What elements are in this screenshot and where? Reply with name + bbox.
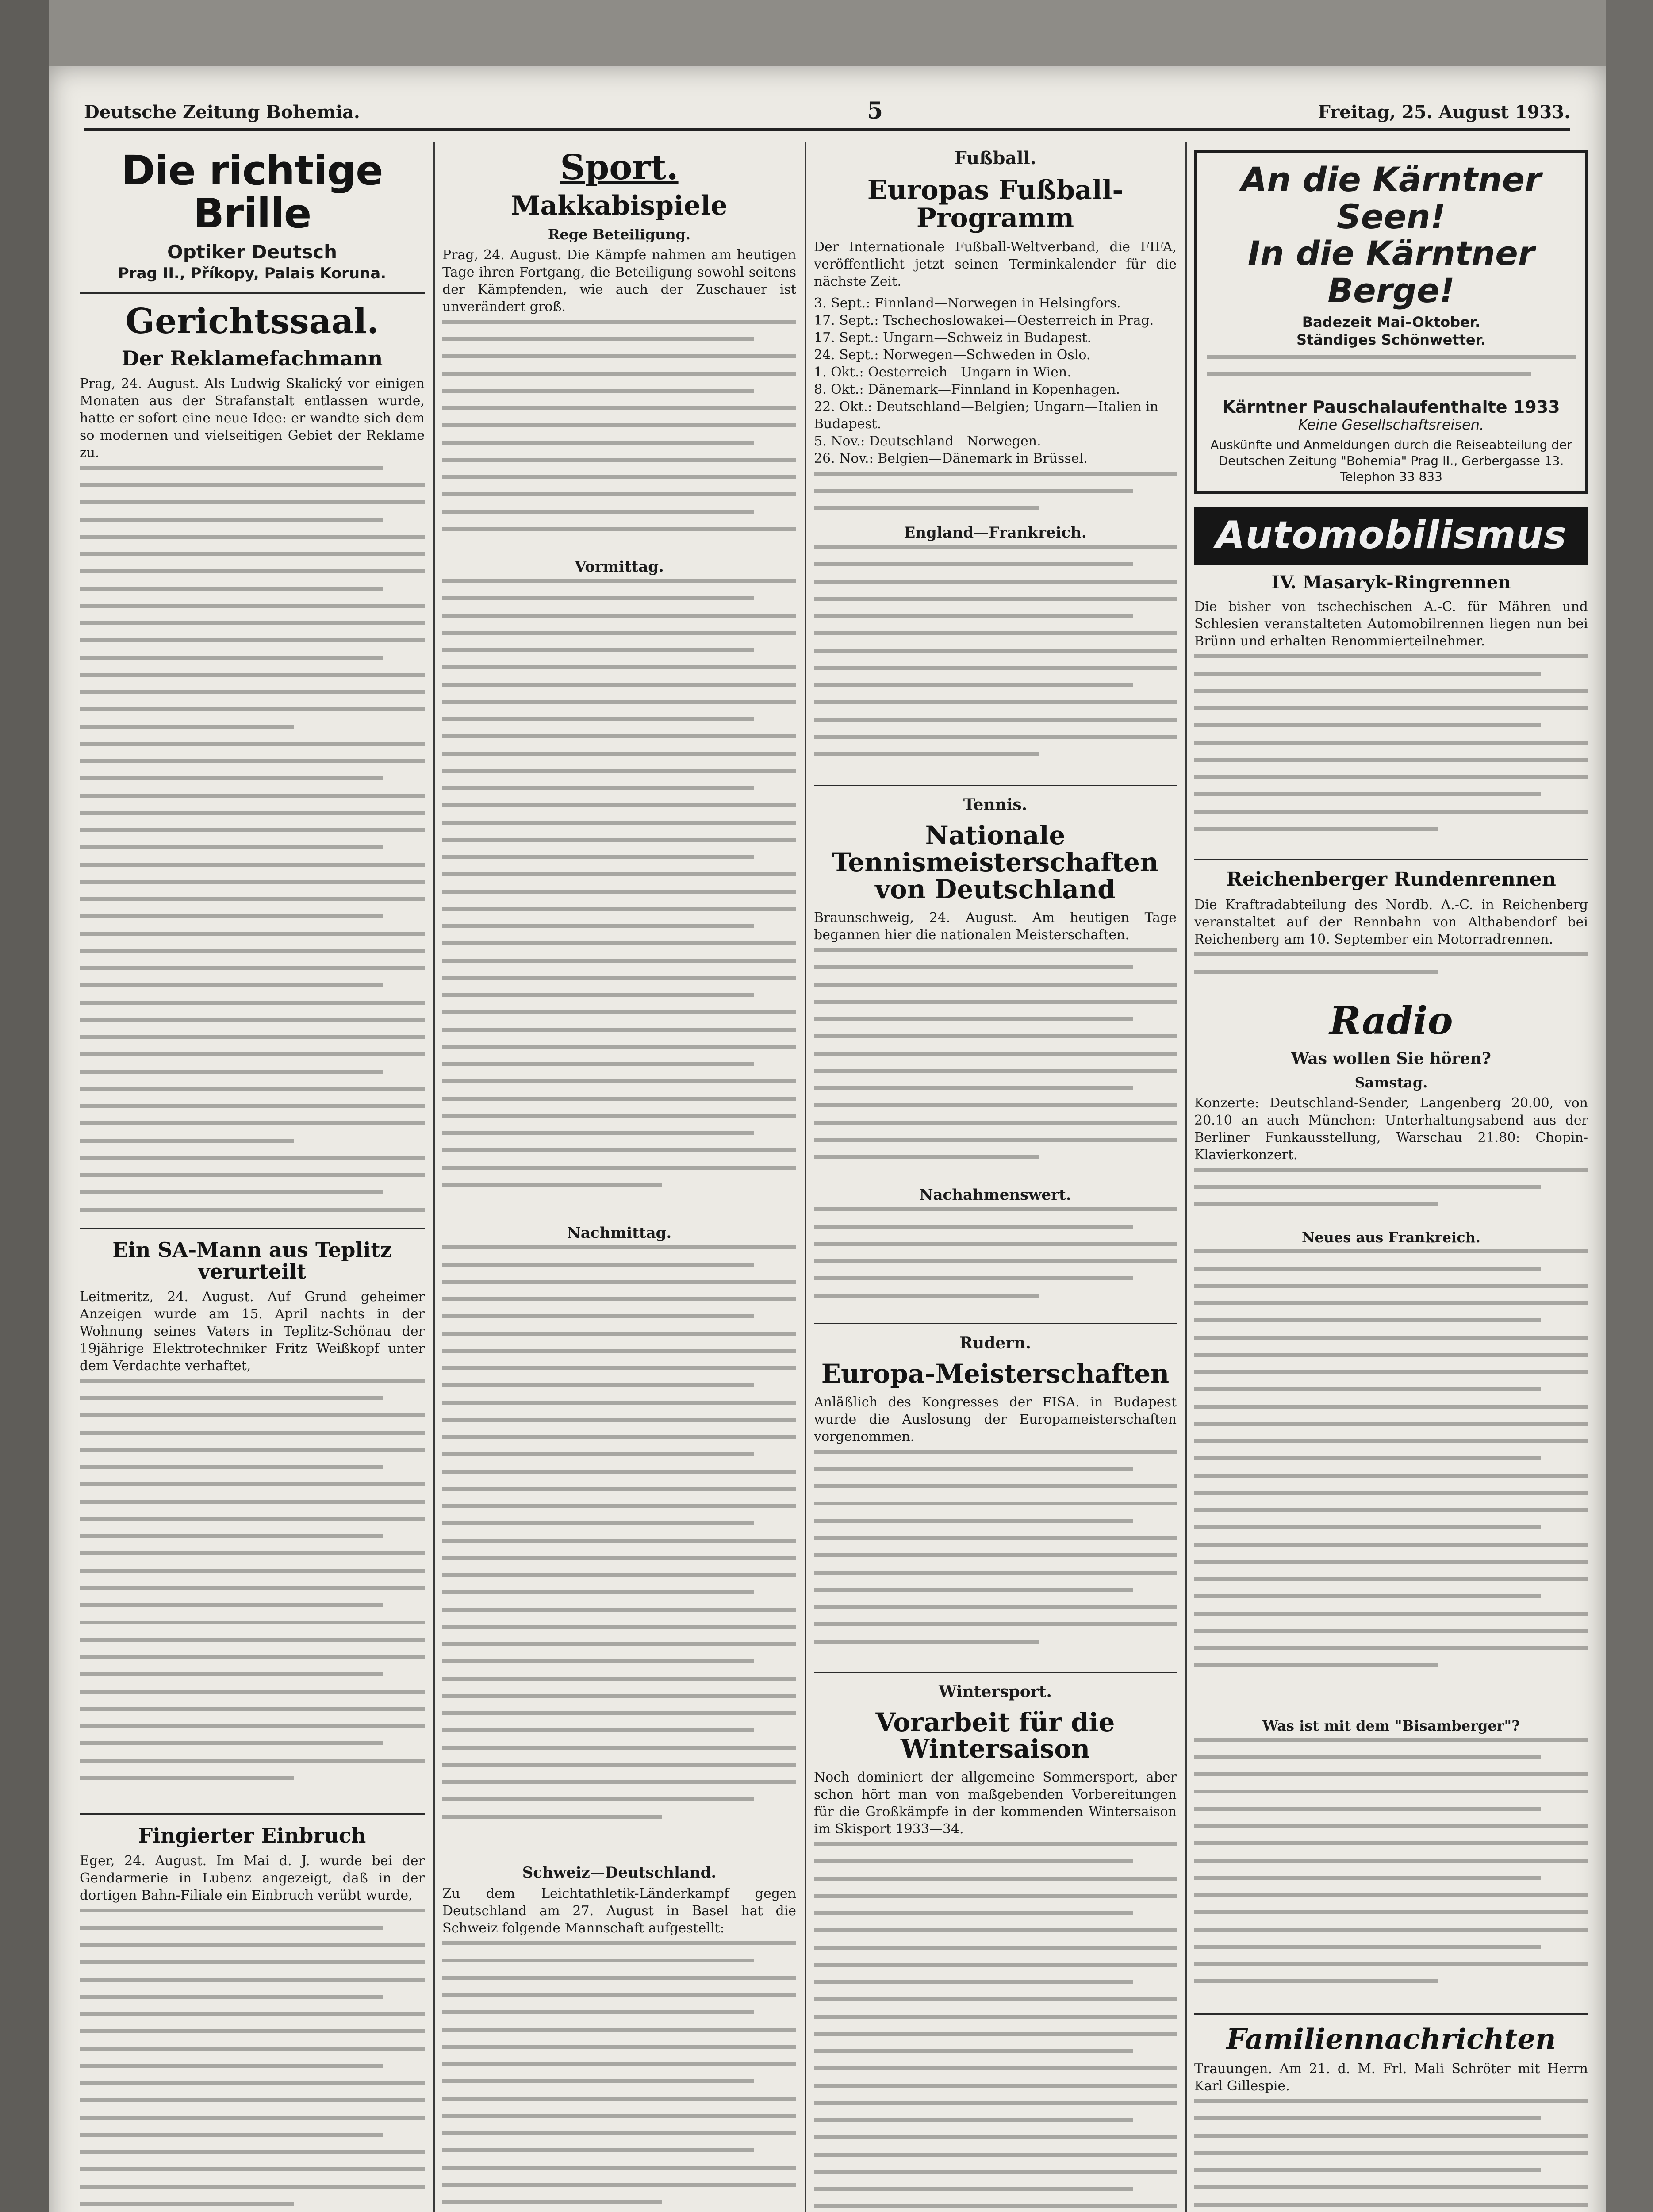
- article-body: [442, 1941, 796, 2212]
- article-title: Der Reklamefachmann: [121, 346, 383, 371]
- article-lead: Konzerte: Deutschland-Sender, Langenberg 20.00, von 20.10 an auch München: Unterhaltungsabend aus der Berliner Funkausstellung, Warschau 21.80: Chopin-Klavierkonzert.: [1194, 1095, 1588, 1163]
- article-body: [442, 320, 796, 550]
- divider: [814, 1323, 1177, 1324]
- ad-headline: In die Kärntner Berge!: [1247, 234, 1535, 310]
- column-divider: [1185, 142, 1187, 2212]
- section-banner-motoring: Automobilismus: [1194, 507, 1588, 565]
- divider: [814, 785, 1177, 786]
- article-lead: Die Kraftradabteilung des Nordb. A.-C. in Reichenberg veranstaltet auf der Rennbahn von Althabendorf bei Reichenberg am 10. September ein Motorradrennen.: [1194, 897, 1588, 947]
- subheading: Samstag.: [1354, 1074, 1428, 1091]
- ad-company: Optiker Deutsch: [167, 241, 337, 263]
- article-body: [814, 1207, 1177, 1313]
- article-body: [1194, 2099, 1588, 2212]
- fixture: 26. Nov.: Belgien—Dänemark in Brüssel.: [814, 451, 1088, 466]
- divider: [80, 1813, 425, 1815]
- article-title: Makkabispiele: [511, 190, 728, 221]
- subheading: Was wollen Sie hören?: [1291, 1049, 1491, 1068]
- newspaper-page: [49, 66, 1606, 2212]
- ad-text: Kärntner Pauschalaufenthalte 1933: [1222, 397, 1560, 417]
- article-lead: Braunschweig, 24. August. Am heutigen Tage begannen hier die nationalen Meisterschaften.: [814, 910, 1177, 943]
- article-lead: Zu dem Leichtathletik-Länderkampf gegen Deutschland am 27. August in Basel hat die Schweiz folgende Mannschaft aufgestellt:: [442, 1886, 796, 1936]
- article-body: [80, 1379, 425, 1804]
- article-title: Europa-Meisterschaften: [821, 1358, 1170, 1389]
- article-lead: Noch dominiert der allgemeine Sommersport, aber schon hört man von maßgebenden Vorbereitungen für die Großkämpfe in der kommenden Wintersaison im Skisport 1933—34.: [814, 1770, 1177, 1837]
- scan-right-margin: [1606, 0, 1653, 2212]
- header-date: Freitag, 25. August 1933.: [1318, 102, 1570, 123]
- article-body: [442, 1245, 796, 1856]
- article-title: Vorarbeit für die Wintersaison: [875, 1707, 1115, 1764]
- section-label-rowing: Rudern.: [959, 1333, 1031, 1352]
- fixture: 17. Sept.: Tschechoslowakei—Oesterreich in Prag.: [814, 313, 1154, 328]
- ad-text: Keine Gesellschaftsreisen.: [1298, 416, 1484, 434]
- fixture: 22. Okt.: Deutschland—Belgien; Ungarn—Italien in Budapest.: [814, 399, 1158, 432]
- column-divider: [805, 142, 806, 2212]
- section-title-court: Gerichtssaal.: [125, 301, 379, 342]
- article-title: Ein SA-Mann aus Teplitz verurteilt: [112, 1238, 392, 1283]
- running-header: [84, 97, 1570, 131]
- column-4: [1194, 142, 1588, 2212]
- article-lead: Prag, 24. August. Die Kämpfe nahmen am heutigen Tage ihren Fortgang, die Beteiligung sowohl seitens der Kämpfenden, wie auch der Zuschauer ist unverändert groß.: [442, 247, 796, 315]
- article-title: Fingierter Einbruch: [138, 1823, 366, 1847]
- subheading: Was ist mit dem "Bisamberger"?: [1262, 1717, 1520, 1734]
- subheading: Schweiz—Deutschland.: [522, 1863, 717, 1882]
- article-lead: Prag, 24. August. Als Ludwig Skalický vor einigen Monaten aus der Strafanstalt entlassen wurde, hatte er sofort eine neue Idee: er wandte sich dem so modernen und vielseitigen Gebiet der Reklame zu.: [80, 376, 425, 461]
- divider: [1194, 2013, 1588, 2015]
- fixture: 8. Okt.: Dänemark—Finnland in Kopenhagen.: [814, 382, 1120, 397]
- article-body: [1194, 952, 1588, 988]
- article-body: [814, 472, 1177, 516]
- fixture: 5. Nov.: Deutschland—Norwegen.: [814, 434, 1041, 449]
- subheading: Nachahmenswert.: [919, 1186, 1071, 1204]
- fixture: 3. Sept.: Finnland—Norwegen in Helsingfors.: [814, 296, 1121, 311]
- article-body: [1194, 1738, 1588, 2003]
- article-title: Europas Fußball-Programm: [867, 175, 1124, 234]
- column-divider: [433, 142, 435, 2212]
- section-title-family: Familiennachrichten: [1226, 2022, 1556, 2056]
- ad-text: Auskünfte und Anmeldungen durch die Reiseabteilung der Deutschen Zeitung "Bohemia" Prag II., Gerbergasse 13. Telephon 33 833: [1210, 438, 1572, 484]
- section-label-tennis: Tennis.: [963, 795, 1028, 814]
- article-title: Reichenberger Rundenrennen: [1226, 868, 1556, 891]
- article-body: [814, 545, 1177, 775]
- ad-text: Ständiges Schönwetter.: [1296, 331, 1486, 349]
- article-body: [80, 1909, 425, 2212]
- column-3: [814, 142, 1177, 2212]
- ad-headline: Die richtige Brille: [121, 147, 383, 237]
- article-lead: Der Internationale Fußball-Weltverband, die FIFA, veröffentlicht jetzt seinen Terminkalender für die nächste Zeit.: [814, 239, 1177, 289]
- article-body: [80, 466, 425, 1218]
- article-lead: Leitmeritz, 24. August. Auf Grund geheimer Anzeigen wurde am 15. April nachts in der Wohnung seines Vaters in Teplitz-Schönau der 19jährige Elektrotechniker Fritz Weißkopf unter dem Verdachte verhaftet,: [80, 1289, 425, 1374]
- subheading: England—Frankreich.: [904, 524, 1087, 541]
- article-body: [1194, 654, 1588, 849]
- section-label-football: Fußball.: [954, 148, 1036, 169]
- article-body: [1194, 1168, 1588, 1221]
- ad-body: [1207, 355, 1576, 390]
- article-body: [814, 1450, 1177, 1662]
- article-lead: Eger, 24. August. Im Mai d. J. wurde bei der Gendarmerie in Lubenz angezeigt, daß in der dortigen Bahn-Filiale ein Einbruch verübt wurde,: [80, 1853, 425, 1904]
- article-lead: Trauungen. Am 21. d. M. Frl. Mali Schröter mit Herrn Karl Gillespie.: [1194, 2061, 1588, 2094]
- optician-advertisement: [80, 147, 425, 283]
- header-page-number: 5: [867, 97, 883, 124]
- article-lead: Die bisher von tschechischen A.-C. für Mähren und Schlesien veranstalteten Automobilrennen liegen nun bei Brünn und erhalten Renommierteilnehmer.: [1194, 599, 1588, 649]
- section-title-sport: Sport.: [560, 147, 679, 188]
- article-body: [814, 948, 1177, 1178]
- article-body: [442, 579, 796, 1216]
- fixture-list: [814, 295, 1177, 467]
- column-1: [80, 142, 425, 2212]
- column-2: [442, 142, 796, 2212]
- section-label-wintersport: Wintersport.: [939, 1682, 1052, 1701]
- subheading: Vormittag.: [575, 557, 664, 576]
- ad-address: Prag II., Příkopy, Palais Koruna.: [118, 265, 387, 283]
- section-title-radio: Radio: [1329, 998, 1453, 1043]
- carinthia-advertisement: [1194, 150, 1588, 494]
- article-body: [1194, 1249, 1588, 1709]
- subheading: Neues aus Frankreich.: [1302, 1229, 1480, 1246]
- ad-headline: An die Kärntner Seen!: [1241, 160, 1542, 236]
- article-lead: Anläßlich des Kongresses der FISA. in Budapest wurde die Auslosung der Europameisterschaften vorgenommen.: [814, 1394, 1177, 1444]
- fixture: 1. Okt.: Oesterreich—Ungarn in Wien.: [814, 365, 1071, 380]
- subheading: Nachmittag.: [567, 1224, 672, 1242]
- article-title: IV. Masaryk-Ringrennen: [1271, 572, 1511, 593]
- divider: [814, 1672, 1177, 1673]
- divider: [80, 1228, 425, 1229]
- article-title: Nationale Tennismeisterschaften von Deutschland: [832, 820, 1159, 904]
- divider: [80, 292, 425, 294]
- article-subtitle: Rege Beteiligung.: [548, 226, 691, 243]
- fixture: 17. Sept.: Ungarn—Schweiz in Budapest.: [814, 330, 1092, 346]
- article-body: [814, 1842, 1177, 2212]
- ad-text: Badezeit Mai–Oktober.: [1302, 314, 1480, 331]
- fixture: 24. Sept.: Norwegen—Schweden in Oslo.: [814, 347, 1091, 363]
- header-paper-name: Deutsche Zeitung Bohemia.: [84, 102, 360, 123]
- divider: [1194, 859, 1588, 860]
- scan-left-margin: [0, 0, 49, 2212]
